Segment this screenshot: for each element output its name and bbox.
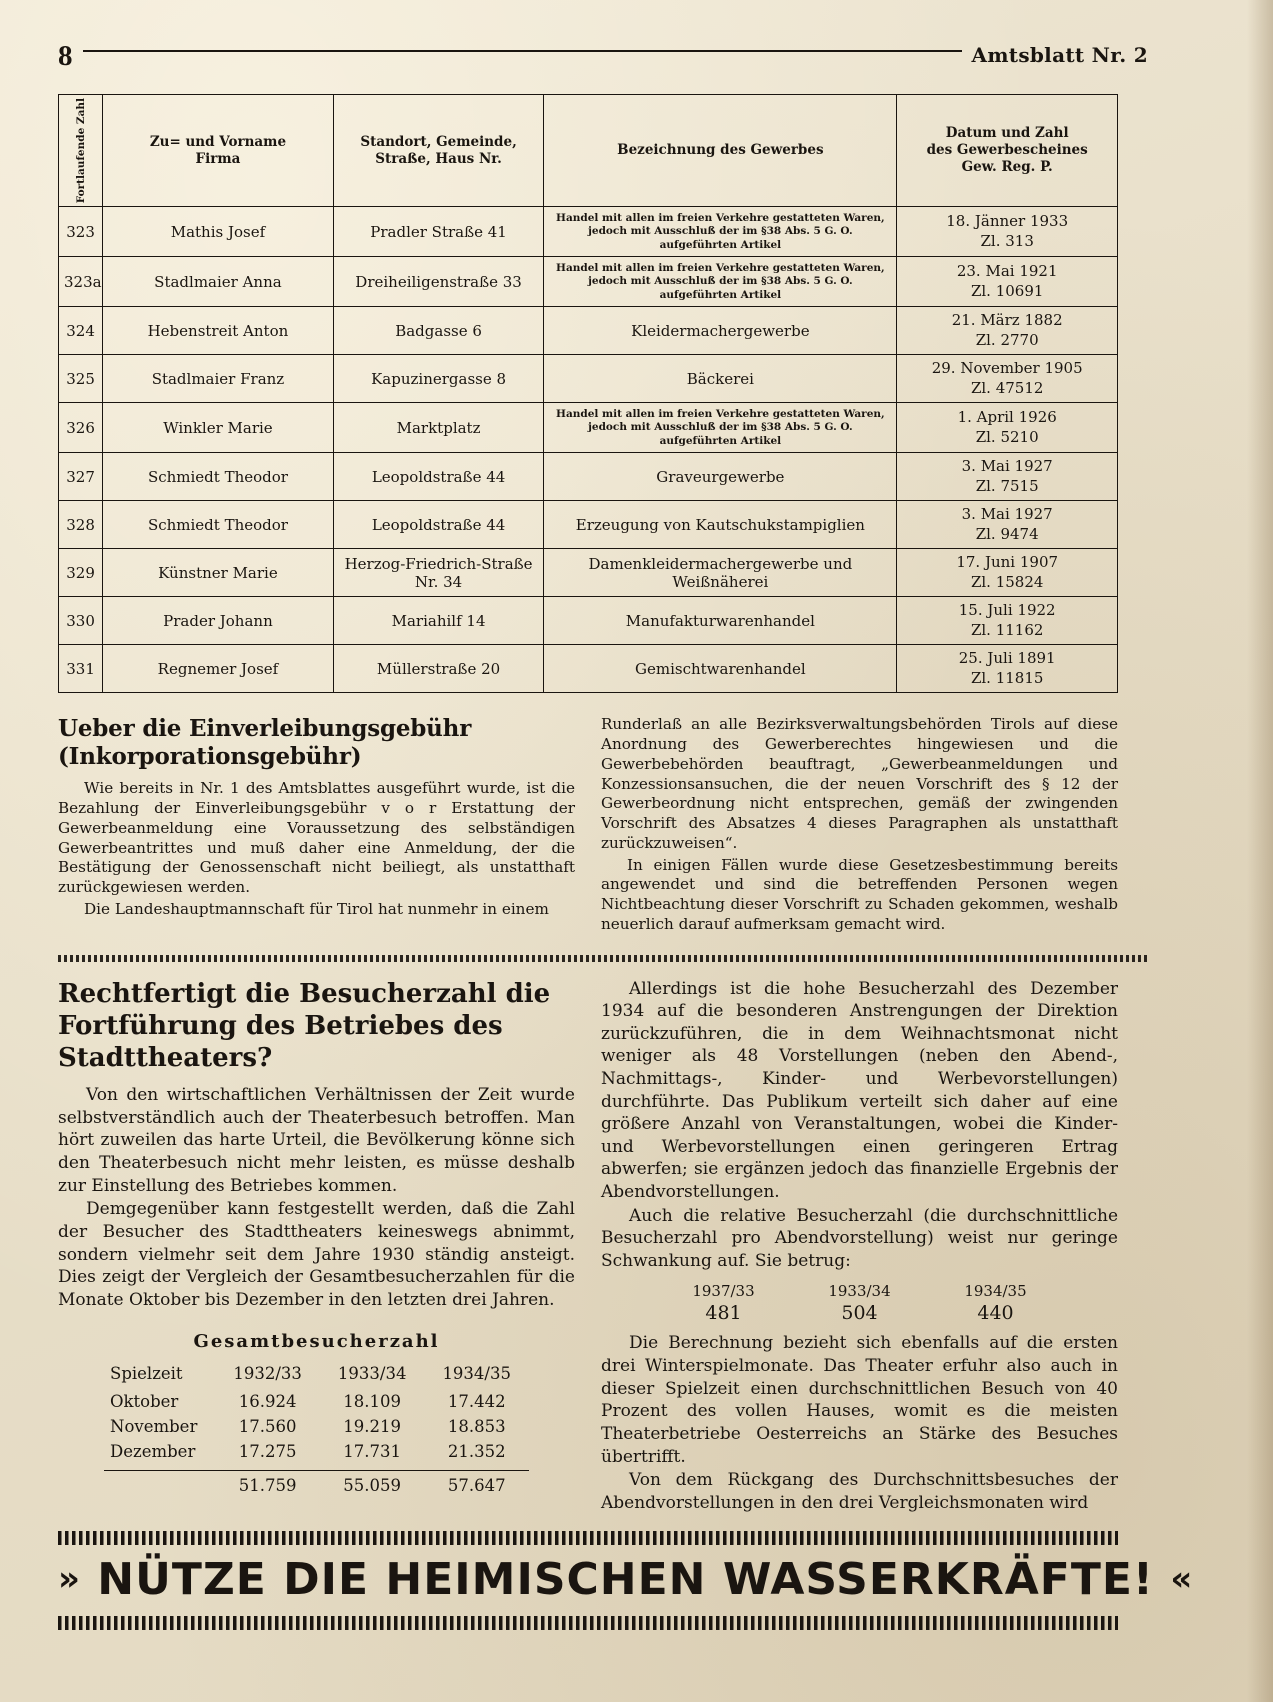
article-incorporation-right-column [601,715,1118,936]
section-divider [58,955,1148,962]
average-value: 504 [841,1302,878,1325]
cell-bezeichnung: Damenkleidermachergewerbe und Weißnäherei [544,549,897,597]
article-theater-headline: Rechtfertigt die Besucherzahl die Fortführung des Betriebes des Stadttheaters? [58,978,551,1074]
cell-standort: Dreiheiligenstraße 33 [333,257,544,307]
cell-datum-line2: Zl. 10691 [970,281,1044,300]
cell-nr: 327 [59,453,103,501]
gesamtbesucherzahl-table [104,1362,529,1498]
cell-datum-line1: 25. Juli 1891 [958,649,1056,668]
banner-slogan [58,1545,1194,1616]
banner-bottom-wave [58,1616,1118,1630]
cell-name: Hebenstreit Anton [103,307,334,355]
article-theater-left-column [58,978,575,1516]
stats-value: 17.442 [447,1392,506,1412]
cell-bezeichnung: Handel mit allen im freien Verkehre gestatteten Waren, jedoch mit Ausschluß der im §38 Abs. 5 G. O. aufgeführten Artikel [544,403,897,453]
table-row [59,403,1118,453]
cell-standort: Leopoldstraße 44 [333,453,544,501]
paper-edge-shadow [1247,0,1273,1702]
cell-name: Stadlmaier Franz [103,355,334,403]
cell-nr: 325 [59,355,103,403]
stats-value: 16.924 [238,1392,297,1412]
cell-name: Schmiedt Theodor [103,501,334,549]
average-value: 440 [977,1302,1014,1325]
table-row [59,207,1118,257]
cell-datum-line2: Zl. 7515 [975,476,1039,495]
article-incorporation [58,715,1118,936]
cell-datum [897,501,1118,549]
stats-header-row [104,1362,529,1389]
page-number: 8 [58,39,73,72]
paragraph: Runderlaß an alle Bezirksverwaltungsbehörden Tirols auf diese Anordnung des Gewerberechtes hingewiesen und die Gewerbebehörden beauftragt, „Gewerbeanmeldungen und Konzessionsansuchen, die der neuen Vorschrift des § 12 der Gewerbeordnung nicht entsprechen, gemäß der zwingenden Vorschrift des Absatzes 4 dieses Paragraphen als unstatthaft zurückzuweisen“. [601,715,1118,852]
column-header-nr [59,95,103,207]
column-header-standort-line2: Straße, Haus Nr. [375,150,502,167]
cell-datum-line1: 29. November 1905 [931,359,1083,378]
average-values-row [601,1302,1118,1324]
cell-datum-line2: Zl. 2770 [975,330,1039,349]
stats-value: 17.275 [238,1442,297,1462]
stats-row-label: November [110,1417,198,1437]
page-content [58,36,1194,1630]
cell-datum-line2: Zl. 11815 [970,668,1044,687]
cell-datum [897,355,1118,403]
article-incorporation-left-column [58,715,575,936]
column-header-nr-label: Fortlaufende Zahl [74,98,87,204]
column-header-standort-line1: Standort, Gemeinde, [360,133,517,150]
cell-datum-line2: Zl. 15824 [970,572,1044,591]
paragraph: Von den wirtschaftlichen Verhältnissen der Zeit wurde selbstverständlich auch der Theaterbesuch betroffen. Man hört zuweilen das harte Urteil, die Bevölkerung könne sich den Theaterbesuch nicht mehr leisten, es müsse deshalb zur Einstellung des Betriebes kommen. [58,1085,575,1196]
stats-total-value: 57.647 [424,1471,529,1499]
column-header-name-line2: Firma [195,150,241,167]
paragraph: Die Berechnung bezieht sich ebenfalls auf die ersten drei Winterspielmonate. Das Theater erfuhr also auch in dieser Spielzeit einen durchschnittlichen Besuch von 40 Prozent des vollen Hauses, womit es die meisten Theaterbetriebe Oesterreichs an Stärke des Besuches übertrifft. [601,1333,1118,1467]
cell-standort: Leopoldstraße 44 [333,501,544,549]
article-incorporation-headline: Ueber die Einverleibungsgebühr (Inkorporationsgebühr) [58,715,472,771]
cell-name: Mathis Josef [103,207,334,257]
table-row [59,307,1118,355]
stats-total-value: 55.059 [320,1471,425,1499]
cell-datum-line1: 21. März 1882 [951,311,1063,330]
table-row [59,257,1118,307]
stats-row-label: Oktober [110,1392,179,1412]
cell-bezeichnung: Bäckerei [544,355,897,403]
table-row [59,453,1118,501]
average-year: 1934/35 [964,1282,1027,1301]
stats-total-label [104,1471,215,1499]
cell-standort: Herzog-Friedrich-Straße Nr. 34 [333,549,544,597]
cell-datum [897,453,1118,501]
stats-column-header: 1932/33 [233,1364,302,1384]
stats-value: 21.352 [447,1442,506,1462]
cell-nr: 326 [59,403,103,453]
cell-datum [897,403,1118,453]
paragraph: Die Landeshauptmannschaft für Tirol hat nunmehr in einem [84,899,549,918]
masthead-rule [83,50,962,52]
cell-datum [897,549,1118,597]
column-header-datum-line3: Gew. Reg. P. [961,159,1053,176]
cell-datum-line2: Zl. 313 [980,231,1034,250]
stats-value: 17.560 [238,1417,297,1437]
column-header-datum-line2: des Gewerbescheines [926,142,1088,159]
stats-value: 17.731 [343,1442,402,1462]
article-theater [58,978,1118,1516]
gewerbe-register-table [58,94,1118,693]
cell-name: Regnemer Josef [103,645,334,693]
cell-standort: Kapuzinergasse 8 [333,355,544,403]
cell-datum-line1: 23. Mai 1921 [956,262,1058,281]
cell-bezeichnung: Manufakturwarenhandel [544,597,897,645]
stats-row [104,1414,529,1439]
cell-bezeichnung: Gemischtwarenhandel [544,645,897,693]
table-header-row [59,95,1118,207]
advertisement-banner [58,1531,1194,1630]
average-year: 1937/33 [692,1282,755,1301]
cell-datum [897,257,1118,307]
cell-datum-line2: Zl. 9474 [975,524,1039,543]
cell-nr: 323 [59,207,103,257]
cell-nr: 328 [59,501,103,549]
average-year: 1933/34 [828,1282,891,1301]
cell-datum [897,597,1118,645]
cell-nr: 331 [59,645,103,693]
cell-datum-line1: 3. Mai 1927 [961,505,1053,524]
paragraph: Demgegenüber kann festgestellt werden, daß die Zahl der Besucher des Stadttheaters keineswegs abnimmt, sondern vielmehr seit dem Jahre 1930 ständig ansteigt. Dies zeigt der Vergleich der Gesamtbesucherzahlen für die Monate Oktober bis Dezember in den letzten drei Jahren. [58,1199,575,1310]
average-years-row [601,1282,1118,1300]
table-row [59,645,1118,693]
column-header-name-line1: Zu= und Vorname [149,133,287,150]
cell-standort: Müllerstraße 20 [333,645,544,693]
cell-datum [897,307,1118,355]
table-row [59,597,1118,645]
cell-datum [897,207,1118,257]
stats-row [104,1389,529,1414]
cell-nr: 323a [59,257,103,307]
stats-value: 18.853 [447,1417,506,1437]
cell-datum-line2: Zl. 11162 [970,620,1044,639]
banner-slogan-text: NÜTZE DIE HEIMISCHEN WASSERKRÄFTE! [97,1554,1154,1606]
banner-right-arrow: « [1170,1559,1194,1600]
table-row [59,501,1118,549]
cell-bezeichnung: Erzeugung von Kautschukstampiglien [544,501,897,549]
paragraph: Von dem Rückgang des Durchschnittsbesuches der Abendvorstellungen in den drei Vergleichsmonaten wird [601,1470,1118,1513]
cell-standort: Marktplatz [333,403,544,453]
cell-datum-line1: 3. Mai 1927 [961,457,1053,476]
average-value: 481 [705,1302,742,1325]
stats-column-header: 1933/34 [337,1364,407,1384]
cell-standort: Pradler Straße 41 [333,207,544,257]
stats-column-header: 1934/35 [442,1364,511,1384]
article-theater-right-column [601,978,1118,1516]
masthead-title: Amtsblatt Nr. 2 [971,43,1148,67]
cell-datum-line1: 1. April 1926 [957,408,1057,427]
cell-datum-line2: Zl. 47512 [970,378,1044,397]
cell-name: Winkler Marie [103,403,334,453]
column-header-bezeichnung [544,95,897,207]
column-header-datum [897,95,1118,207]
table-row [59,355,1118,403]
cell-nr: 324 [59,307,103,355]
cell-datum-line2: Zl. 5210 [975,427,1039,446]
cell-name: Prader Johann [103,597,334,645]
stats-total-value: 51.759 [215,1471,320,1499]
stats-value: 18.109 [343,1392,402,1412]
cell-datum-line1: 15. Juli 1922 [958,601,1056,620]
stats-table-title: Gesamtbesucherzahl [193,1331,440,1353]
table-row [59,549,1118,597]
cell-name: Künstner Marie [103,549,334,597]
cell-name: Schmiedt Theodor [103,453,334,501]
stats-body [104,1389,529,1498]
paragraph: In einigen Fällen wurde diese Gesetzesbestimmung bereits angewendet und sind die betreffenden Personen wegen Nichtbeachtung dieser Vorschrift zu Schaden gekommen, weshalb neuerlich darauf aufmerksam gemacht wird. [601,855,1118,933]
stats-value: 19.219 [343,1417,402,1437]
cell-name: Stadlmaier Anna [103,257,334,307]
masthead [58,36,1148,76]
banner-top-wave [58,1531,1118,1545]
cell-datum-line1: 17. Juni 1907 [956,553,1059,572]
table-body [59,207,1118,693]
column-header-bezeichnung-label: Bezeichnung des Gewerbes [617,142,824,159]
column-header-name [103,95,334,207]
banner-left-arrow: » [58,1559,81,1600]
column-header-standort [333,95,544,207]
cell-datum-line1: 18. Jänner 1933 [946,212,1069,231]
stats-row [104,1439,529,1464]
column-header-datum-line1: Datum und Zahl [945,125,1069,142]
stats-row-header-label: Spielzeit [110,1364,183,1384]
cell-bezeichnung: Graveurgewerbe [544,453,897,501]
paragraph: Wie bereits in Nr. 1 des Amtsblattes ausgeführt wurde, ist die Bezahlung der Einverleibungsgebühr v o r Erstattung der Gewerbeanmeldung eine Voraussetzung des selbständigen Gewerbeantrittes und muß daher eine Anmeldung, der die Bestätigung der Genossenschaft nicht beiliegt, als unstatthaft zurückgewiesen werden. [58,779,575,897]
cell-nr: 329 [59,549,103,597]
paragraph: Auch die relative Besucherzahl (die durchschnittliche Besucherzahl pro Abendvorstellung) weist nur geringe Schwankung auf. Sie betrug: [601,1205,1118,1271]
cell-standort: Mariahilf 14 [333,597,544,645]
cell-datum [897,645,1118,693]
cell-standort: Badgasse 6 [333,307,544,355]
cell-bezeichnung: Kleidermachergewerbe [544,307,897,355]
cell-bezeichnung: Handel mit allen im freien Verkehre gestatteten Waren, jedoch mit Ausschluß der im §38 Abs. 5 G. O. aufgeführten Artikel [544,257,897,307]
cell-bezeichnung: Handel mit allen im freien Verkehre gestatteten Waren, jedoch mit Ausschluß der im §38 Abs. 5 G. O. aufgeführten Artikel [544,207,897,257]
stats-row-label: Dezember [110,1442,196,1462]
stats-total-row [104,1471,529,1499]
cell-nr: 330 [59,597,103,645]
paragraph: Allerdings ist die hohe Besucherzahl des Dezember 1934 auf die besonderen Anstrengungen der Direktion zurückzuführen, die in dem Weihnachtsmonat nicht weniger als 48 Vorstellungen (neben den Abend-, Nachmittags-, Kinder- und Werbevorstellungen) durchführte. Das Publikum verteilt sich daher auf eine größere Anzahl von Veranstaltungen, wobei die Kinder- und Werbevorstellungen einen geringeren Ertrag abwerfen; sie ergänzen jedoch das finanzielle Ergebnis der Abendvorstellungen. [601,978,1118,1203]
